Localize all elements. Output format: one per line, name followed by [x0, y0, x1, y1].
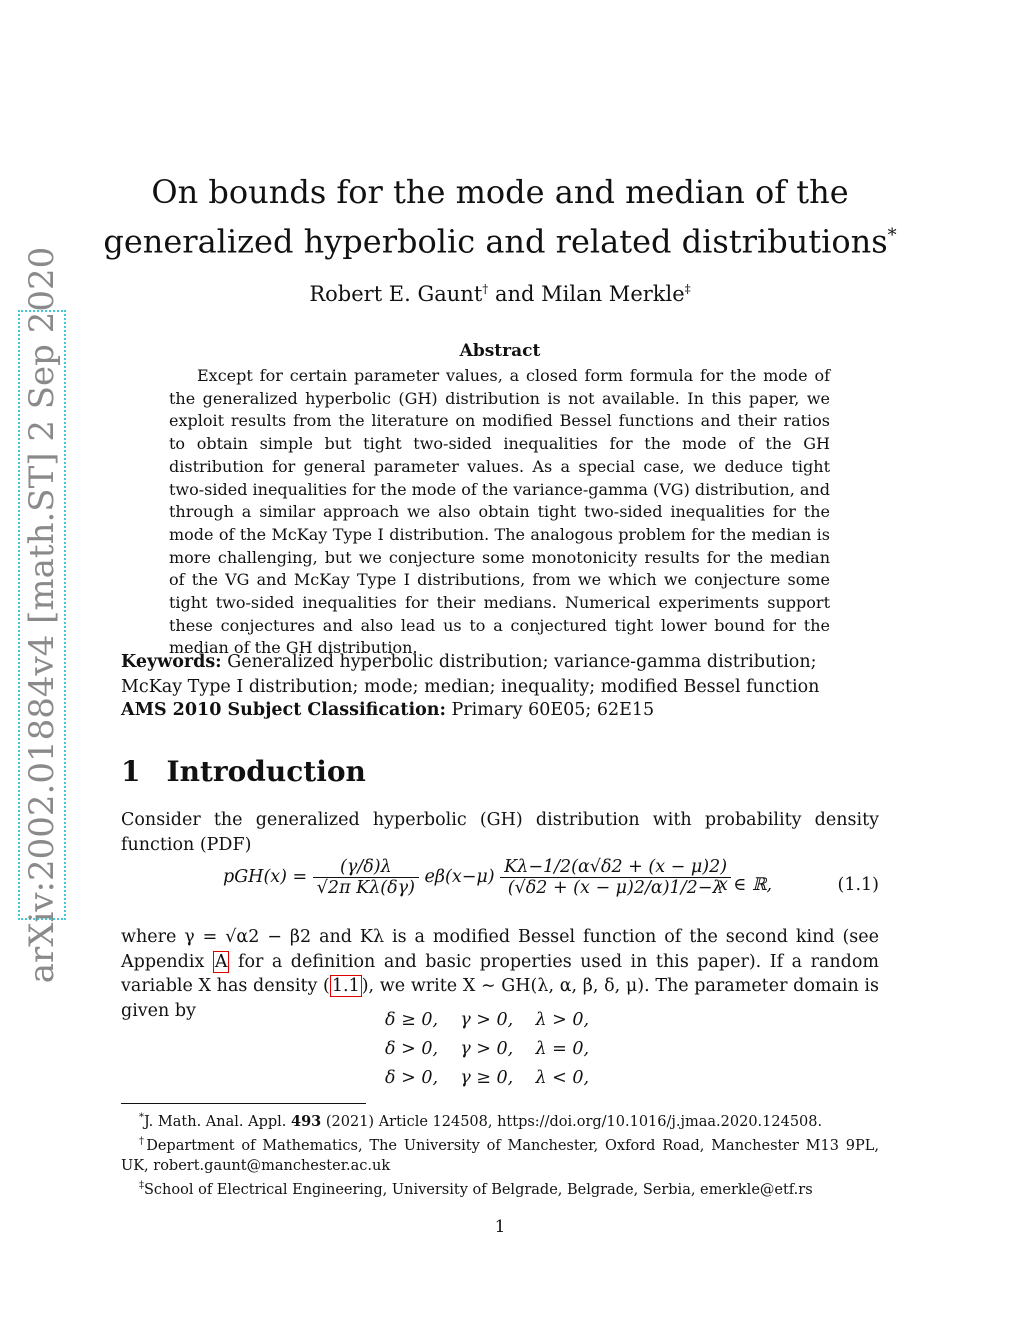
where-paragraph — [121, 925, 879, 1023]
footnotes — [121, 1108, 879, 1199]
footnote-1-journal: J. Math. Anal. Appl. — [144, 1113, 287, 1130]
footnote-1-mark: * — [139, 1112, 144, 1123]
author-2: Milan Merkle — [541, 282, 685, 306]
fraction-1-denominator: √2π Kλ(δγ) — [316, 878, 415, 898]
author-1: Robert E. Gaunt — [309, 282, 483, 306]
where-text-2: for a definition and basic properties used in this paper). If a random variable X has density ( — [121, 951, 879, 996]
equation-condition: x ∈ ℝ, — [718, 875, 773, 895]
equation-exponential: eβ(x−μ) — [424, 867, 495, 887]
ams-classification — [121, 700, 879, 720]
paper-title — [0, 170, 1000, 264]
abstract-heading: Abstract — [459, 341, 541, 361]
footnote-3-mark: ‡ — [139, 1179, 144, 1191]
equation-lhs: pGH(x) = — [223, 867, 308, 887]
equation-label: (1.1) — [837, 875, 879, 895]
title-line-2 — [0, 214, 1000, 264]
footnote-1 — [121, 1108, 879, 1132]
footnote-1-rest[interactable]: (2021) Article 124508, https://doi.org/10.1016/j.jmaa.2020.124508. — [325, 1113, 823, 1130]
page-number: 1 — [494, 1217, 506, 1237]
author-conjunction: and — [494, 282, 535, 306]
section-heading — [121, 755, 366, 788]
fraction-2-denominator: (√δ2 + (x − μ)2/α)1/2−λ — [507, 878, 724, 898]
appendix-link[interactable]: A — [214, 951, 228, 972]
footnote-2 — [121, 1132, 879, 1176]
footnote-2-text: Department of Mathematics, The University of Manchester, Oxford Road, Manchester M13 9PL, UK, robert.gaunt@manchester.ac.uk — [121, 1137, 879, 1174]
arxiv-stamp-text: arXiv:2002.01884v4 [math.ST] 2 Sep 2020 — [22, 246, 62, 984]
where-text-1: where γ = √α2 − β2 and Kλ is a modified Bessel function of the second kind (see Appendix — [121, 927, 879, 972]
parameter-domain — [385, 1010, 589, 1097]
abstract-text: Except for certain parameter values, a closed form formula for the mode of the generalized hyperbolic (GH) distribution is not available. In this paper, we exploit results from the literature on modified Bessel functions and their ratios to obtain simple but tight two-sided inequalities for the mode of the GH distribution for general parameter values. As a special case, we deduce tight two-sided inequalities for the mode of the variance-gamma (VG) distribution, and through a similar approach we also obtain tight two-sided inequalities for the mode of the McKay Type I distribution. The analogous problem for the median is more challenging, but we conjecture some monotonicity results for the median of the VG and McKay Type I distributions, from we which we conjecture some tight two-sided inequalities for their medians. Numerical experiments support these conjectures and also lead us to a conjectured tight lower bound for the median of the GH distribution. — [169, 366, 830, 658]
keywords-label: Keywords: — [121, 652, 222, 672]
intro-paragraph: Consider the generalized hyperbolic (GH) distribution with probability density function (PDF) — [121, 810, 879, 855]
ams-text: Primary 60E05; 62E15 — [451, 700, 655, 720]
author-1-mark[interactable]: † — [482, 282, 489, 296]
domain-row: δ > 0, γ > 0, λ = 0, — [385, 1039, 590, 1059]
footnote-1-volume: 493 — [290, 1112, 322, 1130]
equation-1-1 — [121, 853, 879, 921]
equation-fraction-1 — [313, 857, 419, 898]
author-list — [0, 282, 1000, 306]
fraction-1-numerator: (γ/δ)λ — [313, 857, 419, 878]
equation-body — [223, 857, 731, 898]
domain-row: δ ≥ 0, γ > 0, λ > 0, — [385, 1010, 590, 1030]
equation-link[interactable]: 1.1 — [331, 976, 360, 996]
title-line-1: On bounds for the mode and median of the — [151, 173, 849, 211]
section-number: 1 — [121, 755, 141, 788]
footnote-3-text: School of Electrical Engineering, University of Belgrade, Belgrade, Serbia, emerkle@etf.rs — [144, 1181, 813, 1198]
footnote-3 — [121, 1176, 879, 1200]
title-footnote-mark[interactable]: * — [887, 225, 897, 246]
domain-row: δ > 0, γ ≥ 0, λ < 0, — [385, 1068, 590, 1088]
keywords — [121, 650, 879, 699]
where-text-3: ), we write X ∼ GH(λ, α, β, δ, μ). The parameter domain is given by — [121, 976, 880, 1021]
footnote-divider — [121, 1103, 366, 1104]
equation-fraction-2 — [500, 857, 731, 898]
footnote-2-mark: † — [139, 1135, 147, 1147]
ams-label: AMS 2010 Subject Classification: — [121, 700, 446, 720]
fraction-2-numerator: Kλ−1/2(α√δ2 + (x − μ)2) — [500, 857, 731, 878]
keywords-text: Generalized hyperbolic distribution; variance-gamma distribution; McKay Type I distribution; mode; median; inequality; modified Bessel function — [121, 652, 820, 697]
section-title: Introduction — [166, 755, 366, 788]
title-line-2-text: generalized hyperbolic and related distributions — [103, 222, 888, 261]
arxiv-stamp — [18, 246, 66, 984]
author-2-mark[interactable]: ‡ — [684, 282, 691, 296]
